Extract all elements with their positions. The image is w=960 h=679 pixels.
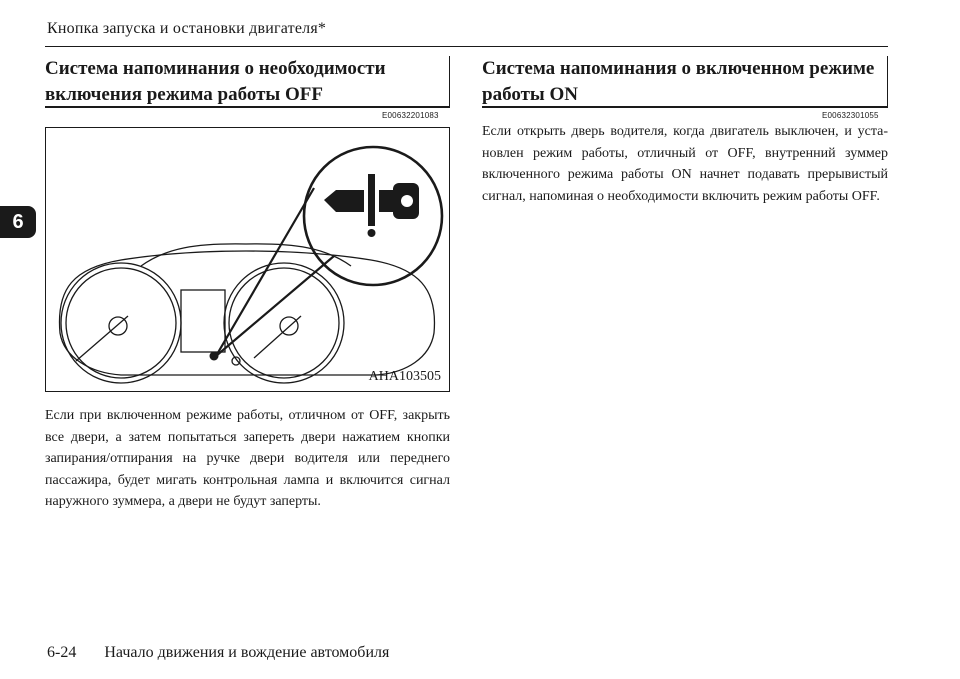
right-heading-line1: Система напоминания о включенном режиме bbox=[482, 58, 875, 79]
left-heading-line1: Система напоминания о необходимости bbox=[45, 58, 386, 79]
center-display bbox=[181, 290, 225, 352]
speedometer-needle bbox=[76, 316, 128, 361]
right-section-code: E00632301055 bbox=[822, 111, 879, 120]
left-section-heading bbox=[45, 56, 450, 108]
right-section-heading bbox=[482, 56, 888, 108]
instrument-cluster-figure bbox=[45, 127, 450, 392]
header-rule bbox=[45, 46, 888, 47]
cluster-housing bbox=[59, 251, 434, 375]
right-heading-line2: работы ON bbox=[482, 84, 578, 105]
page-footer bbox=[47, 644, 389, 662]
key-bow-hole bbox=[401, 195, 413, 207]
right-body-text: Если открыть дверь водителя, когда двигатель выключен, и установлен режим работы, отличный от OFF, внутренний зуммер включенного режима работы ON начнет подавать прерывистый сигнал, напоминая о необходимости включить режим работы OFF. bbox=[482, 124, 888, 204]
footer-chapter-title: Начало движения и вождение автомобиля bbox=[104, 644, 390, 661]
callout-line-upper bbox=[216, 188, 314, 356]
instrument-cluster-illustration bbox=[46, 128, 449, 391]
chapter-tab: 6 bbox=[0, 206, 36, 238]
warning-lamp-dot bbox=[210, 352, 219, 361]
tachometer-gauge bbox=[224, 263, 344, 383]
running-header: Кнопка запуска и остановки двигателя* bbox=[47, 20, 327, 37]
page-number: 6-24 bbox=[47, 644, 77, 661]
left-body-text: Если при включенном режиме работы, отличном от OFF, закрыть все двери, а затем попытаться запереть двери нажатием кнопки запирания/отпирания на ручке двери водителя или переднего пассажира, будет мигать контрольная лампа и включится сигнал наружного зуммера, а двери не будут заперты. bbox=[45, 408, 450, 509]
callout-line-lower bbox=[216, 256, 334, 356]
tachometer-needle bbox=[254, 316, 301, 358]
speedometer-gauge bbox=[61, 263, 181, 383]
left-section-code: E00632201083 bbox=[382, 111, 439, 120]
figure-code: AHA103505 bbox=[368, 369, 441, 384]
left-heading-line2: включения режима работы OFF bbox=[45, 84, 323, 105]
cluster-hood bbox=[141, 244, 351, 266]
